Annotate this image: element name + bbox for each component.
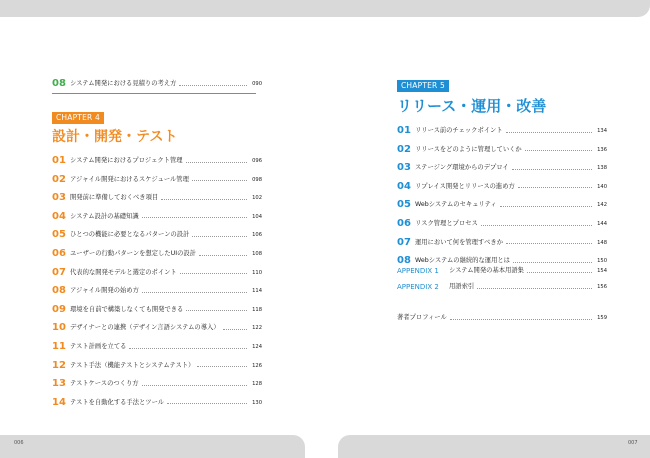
entry-title: Webシステムのセキュリティ: [415, 201, 497, 209]
entry-number: 02: [397, 143, 411, 155]
entry-page: 144: [597, 221, 607, 227]
leader-dots: [481, 225, 592, 226]
entry-title: Webシステムの継続的な運用とは: [415, 257, 510, 265]
toc-entry[interactable]: [397, 199, 607, 211]
entry-page: 140: [597, 183, 607, 190]
toc-entry[interactable]: [397, 125, 607, 137]
profile-entry[interactable]: [397, 312, 607, 324]
toc-entry[interactable]: [52, 192, 262, 204]
toc-entry[interactable]: [52, 397, 262, 409]
toc-entry[interactable]: [52, 285, 262, 297]
leader-dots: [199, 255, 247, 256]
entry-title: アジャイル開発におけるスケジュール管理: [70, 175, 189, 183]
entry-title: ひとつの機能に必要となるパターンの設計: [70, 231, 190, 239]
entry-number: 08: [52, 285, 66, 297]
leader-dots: [223, 329, 247, 330]
entry-number: 06: [52, 248, 66, 259]
leader-dots: [500, 206, 592, 207]
toc-entry[interactable]: [397, 181, 607, 193]
leader-dots: [179, 85, 247, 86]
leader-dots: [512, 169, 592, 170]
entry-number: 04: [52, 210, 66, 222]
entry-page: 102: [252, 195, 262, 202]
entry-page: 108: [252, 251, 262, 257]
leader-dots: [142, 217, 247, 218]
entry-page: 130: [252, 399, 262, 406]
entry-title: システム開発におけるプロジェクト管理: [70, 157, 183, 164]
entry-title: リスク管理とプロセス: [415, 220, 478, 227]
entry-number: 06: [397, 218, 411, 229]
leader-dots: [477, 288, 592, 289]
toc-entry[interactable]: [52, 174, 262, 186]
toc-entry[interactable]: [52, 360, 262, 372]
toc-entry[interactable]: [52, 341, 262, 353]
entry-title: ステージング環境からのデプロイ: [415, 164, 509, 172]
entry-page: 148: [597, 239, 607, 246]
entry-number: 11: [52, 341, 66, 352]
entry-page: 159: [597, 315, 607, 321]
bottom-margin-bar-right: [338, 435, 650, 458]
entry-number: 12: [52, 359, 66, 371]
toc-entry[interactable]: [52, 248, 262, 260]
bottom-margin-bar-left: [0, 435, 305, 458]
leader-dots: [142, 385, 247, 386]
entry-number: 14: [52, 396, 66, 408]
appendix-entry[interactable]: [397, 281, 607, 293]
entry-title: ユーザーの行動パターンを想定したUIの設計: [70, 250, 196, 257]
toc-entry[interactable]: [397, 218, 607, 230]
appendix-entry[interactable]: [397, 265, 607, 277]
entry-title: アジャイル開発の始め方: [70, 287, 139, 295]
entry-number: 01: [52, 155, 66, 166]
leader-dots: [180, 273, 247, 274]
entry-title: システム開発の基本用語集: [449, 267, 524, 274]
appendix-label: APPENDIX 1: [397, 267, 439, 275]
toc-entry[interactable]: [397, 144, 607, 156]
entry-number: 01: [397, 125, 411, 136]
entry-number: 05: [52, 229, 66, 241]
toc-entry[interactable]: [397, 237, 607, 249]
entry-page: 150: [597, 258, 607, 265]
leader-dots: [513, 262, 592, 263]
entry-title: テストを自動化する手法とツール: [70, 398, 165, 406]
entry-number: 08: [52, 78, 66, 89]
entry-page: 090: [252, 81, 262, 87]
entry-title: リリースをどのように管理していくか: [415, 145, 522, 153]
chapter-title: 設計・開発・テスト: [52, 129, 178, 145]
entry-number: 07: [397, 236, 411, 248]
toc-entry[interactable]: [52, 378, 262, 390]
leader-dots: [142, 292, 247, 293]
entry-title: デザイナーとの連携（デザイン言語システムの導入）: [70, 324, 220, 332]
entry-title: 運用において何を管理すべきか: [415, 238, 504, 246]
entry-page: 142: [597, 202, 607, 209]
leader-dots: [129, 348, 247, 349]
entry-number: 04: [397, 180, 411, 192]
entry-number: 10: [52, 322, 66, 334]
toc-entry[interactable]: [52, 78, 262, 90]
entry-page: 098: [252, 176, 262, 183]
leader-dots: [525, 150, 592, 151]
chapter-title: リリース・運用・改善: [397, 97, 547, 115]
entry-number: 13: [52, 378, 66, 390]
entry-page: 096: [252, 158, 262, 164]
leader-dots: [192, 180, 247, 181]
toc-entry[interactable]: [52, 229, 262, 241]
entry-page: 154: [597, 268, 607, 274]
leader-dots: [186, 310, 247, 311]
entry-number: 02: [52, 173, 66, 185]
entry-title: テスト手法（機能テストとシステムテスト）: [70, 361, 195, 369]
chapter-badge: CHAPTER 5: [397, 80, 449, 92]
entry-title: テスト計画を立てる: [70, 343, 127, 350]
entry-title: 環境を自前で構築しなくても開発できる: [70, 305, 184, 313]
entry-number: 03: [52, 192, 66, 204]
entry-page: 110: [252, 269, 262, 276]
entry-title: 著者プロフィール: [397, 314, 447, 321]
leader-dots: [450, 319, 592, 320]
leader-dots: [186, 162, 247, 163]
entry-page: 136: [597, 146, 607, 153]
toc-entry[interactable]: [52, 211, 262, 223]
entry-title: システム開発における見積りの考え方: [70, 80, 177, 87]
entry-title: 用語索引: [449, 283, 475, 290]
entry-number: 07: [52, 266, 66, 278]
entry-number: 03: [397, 162, 411, 174]
leader-dots: [167, 403, 247, 404]
entry-title: リリース前のチェックポイント: [415, 127, 503, 134]
page-number-right: 007: [628, 440, 638, 446]
entry-title: 開発前に準備しておくべき項目: [70, 194, 159, 202]
leader-dots: [518, 187, 592, 188]
entry-title: リプレイス開発とリリースの進め方: [415, 182, 515, 190]
leader-dots: [192, 236, 247, 237]
entry-page: 104: [252, 213, 262, 220]
entry-page: 114: [252, 288, 262, 295]
leader-dots: [161, 199, 247, 200]
toc-entry[interactable]: [52, 304, 262, 316]
entry-title: テストケースのつくり方: [70, 380, 139, 388]
section-divider: [52, 93, 256, 94]
entry-page: 106: [252, 232, 262, 239]
entry-number: 09: [52, 303, 66, 315]
entry-page: 124: [252, 344, 262, 350]
entry-title: 代表的な開発モデルと選定のポイント: [70, 268, 177, 276]
toc-entry[interactable]: [52, 322, 262, 334]
entry-page: 138: [597, 165, 607, 172]
top-margin-bar: [0, 0, 650, 17]
leader-dots: [197, 366, 247, 367]
toc-entry[interactable]: [397, 162, 607, 174]
entry-number: 05: [397, 199, 411, 211]
entry-number: 08: [397, 255, 411, 267]
appendix-label: APPENDIX 2: [397, 283, 439, 291]
leader-dots: [506, 132, 592, 133]
entry-page: 118: [252, 306, 262, 313]
leader-dots: [527, 272, 592, 273]
entry-title: システム設計の基礎知識: [70, 212, 139, 220]
entry-page: 156: [597, 284, 607, 290]
entry-page: 126: [252, 362, 262, 369]
toc-entry[interactable]: [52, 155, 262, 167]
toc-entry[interactable]: [52, 267, 262, 279]
entry-page: 122: [252, 325, 262, 332]
chapter-badge: CHAPTER 4: [52, 112, 104, 124]
page-number-left: 006: [14, 440, 24, 446]
entry-page: 128: [252, 381, 262, 388]
entry-page: 134: [597, 128, 607, 134]
leader-dots: [506, 243, 592, 244]
